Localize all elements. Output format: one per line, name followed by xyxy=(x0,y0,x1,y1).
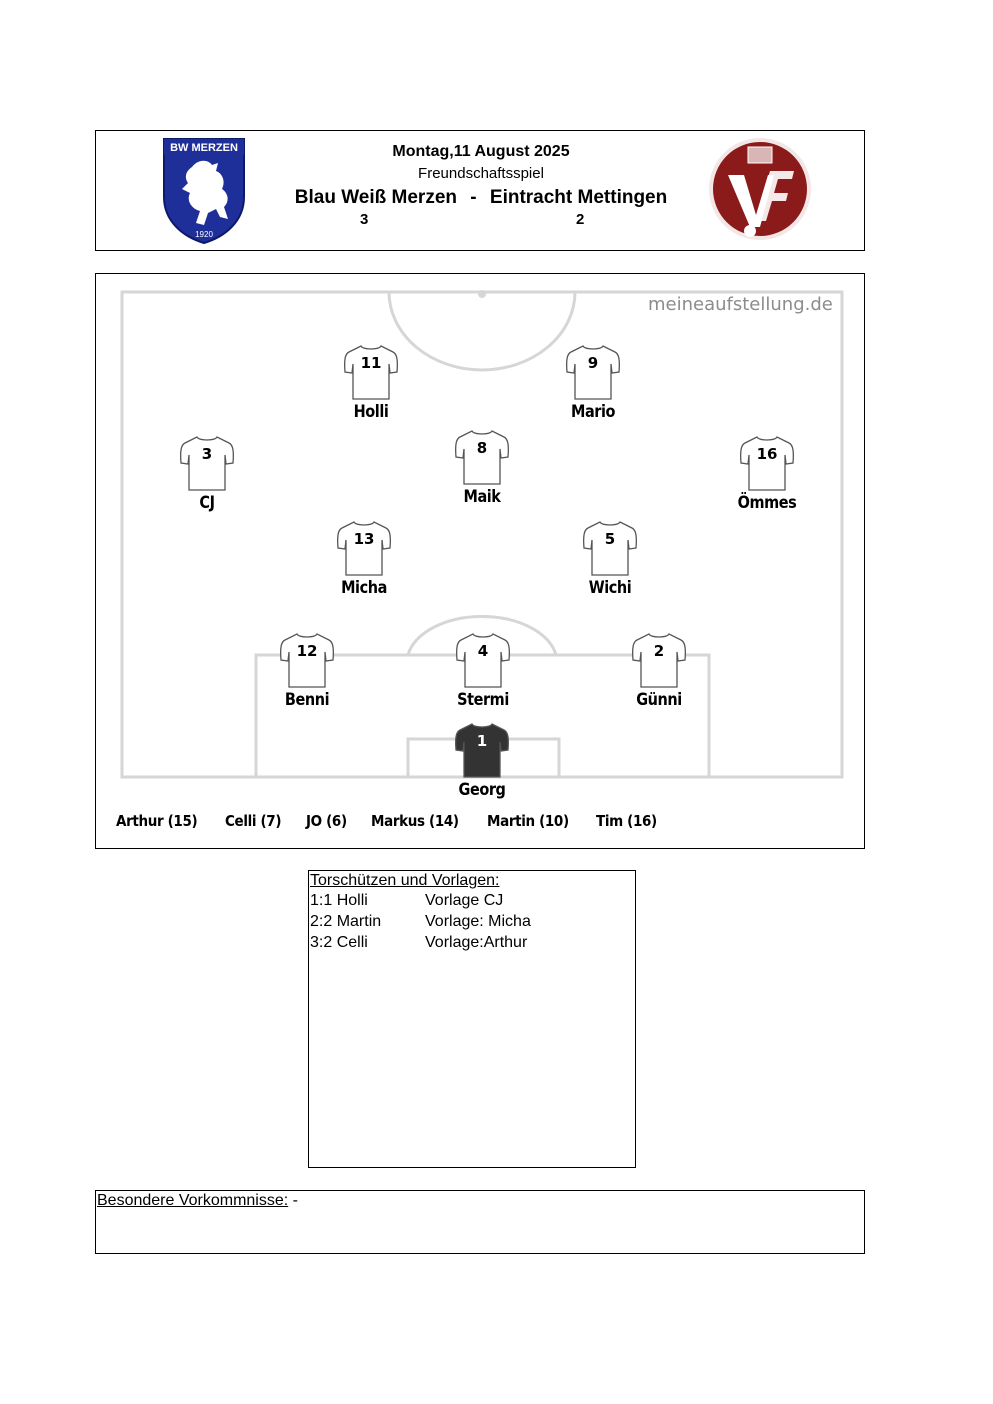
jersey-number: 4 xyxy=(477,642,489,660)
jersey-icon xyxy=(739,435,795,491)
home-score: 3 xyxy=(360,211,369,228)
player-name: Micha xyxy=(341,578,387,598)
player-1 xyxy=(311,344,431,422)
player-name: CJ xyxy=(199,493,215,513)
substitute: Markus (14) xyxy=(370,812,459,830)
jersey-number: 8 xyxy=(476,439,488,457)
jersey-number: 1 xyxy=(476,732,488,750)
jersey-icon xyxy=(279,632,335,688)
player-10 xyxy=(599,632,719,710)
away-score: 2 xyxy=(576,211,585,228)
away-team: Eintracht Mettingen xyxy=(489,187,668,208)
jersey-icon xyxy=(454,429,510,485)
player-name: Stermi xyxy=(457,690,509,710)
special-incidents xyxy=(95,1190,865,1254)
player-9 xyxy=(423,632,543,710)
player-3 xyxy=(147,435,267,513)
jersey-icon xyxy=(631,632,687,688)
jersey-icon xyxy=(179,435,235,491)
jersey-number: 5 xyxy=(604,530,616,548)
jersey-number: 9 xyxy=(587,354,599,372)
team-separator: - xyxy=(470,187,477,208)
substitutes-list xyxy=(116,812,678,830)
player-2 xyxy=(533,344,653,422)
substitute: JO (6) xyxy=(306,812,348,830)
player-5 xyxy=(707,435,827,513)
goal-assist: Vorlage: Micha xyxy=(425,913,531,930)
jersey-number: 16 xyxy=(756,445,778,463)
goal-row xyxy=(310,913,630,934)
incidents-value: - xyxy=(288,1192,298,1209)
home-team-crest-icon xyxy=(162,137,246,245)
player-name: Maik xyxy=(463,487,501,507)
goals-and-assists xyxy=(308,870,636,1168)
player-name: Ömmes xyxy=(737,493,797,513)
match-header xyxy=(95,130,865,251)
player-6 xyxy=(304,520,424,598)
player-7 xyxy=(550,520,670,598)
player-name: Mario xyxy=(570,402,616,422)
goal-scorer: 3:2 Celli xyxy=(310,934,368,951)
match-info xyxy=(276,131,686,250)
jersey-number: 13 xyxy=(353,530,375,548)
match-date: Montag,11 August 2025 xyxy=(392,143,570,160)
jersey-icon xyxy=(455,632,511,688)
substitute: Celli (7) xyxy=(225,812,282,830)
jersey-number: 12 xyxy=(296,642,318,660)
svg-text:1920: 1920 xyxy=(195,230,213,239)
lineup-pitch xyxy=(95,273,865,849)
player-name: Georg xyxy=(458,780,506,800)
svg-text:BW MERZEN: BW MERZEN xyxy=(170,142,238,154)
jersey-icon xyxy=(336,520,392,576)
incidents-label: Besondere Vorkommnisse: xyxy=(97,1192,289,1209)
substitute: Tim (16) xyxy=(596,812,658,830)
goal-assist: Vorlage CJ xyxy=(425,892,504,909)
player-8 xyxy=(247,632,367,710)
match-teams xyxy=(276,187,686,209)
player-4 xyxy=(422,429,542,507)
jersey-icon xyxy=(454,722,510,778)
goal-row xyxy=(310,934,630,955)
jersey-icon xyxy=(582,520,638,576)
incidents-text xyxy=(97,1192,298,1210)
player-name: Wichi xyxy=(588,578,632,598)
player-name: Holli xyxy=(353,402,389,422)
jersey-icon xyxy=(343,344,399,400)
jersey-icon xyxy=(565,344,621,400)
goal-assist: Vorlage:Arthur xyxy=(425,934,528,951)
substitute: Arthur (15) xyxy=(116,812,198,830)
goal-scorer: 2:2 Martin xyxy=(310,913,382,930)
player-name: Günni xyxy=(636,690,682,710)
jersey-number: 3 xyxy=(201,445,213,463)
goals-title: Torschützen und Vorlagen: xyxy=(310,872,500,889)
player-11 xyxy=(422,722,542,800)
goal-scorer: 1:1 Holli xyxy=(310,892,368,909)
goal-row xyxy=(310,892,630,913)
watermark: meineaufstellung.de xyxy=(648,294,833,315)
jersey-number: 11 xyxy=(360,354,382,372)
home-team: Blau Weiß Merzen xyxy=(294,187,457,208)
jersey-number: 2 xyxy=(653,642,665,660)
substitute: Martin (10) xyxy=(486,812,569,830)
player-name: Benni xyxy=(284,690,330,710)
away-team-crest-icon xyxy=(708,135,812,243)
competition: Freundschaftsspiel xyxy=(418,165,544,182)
